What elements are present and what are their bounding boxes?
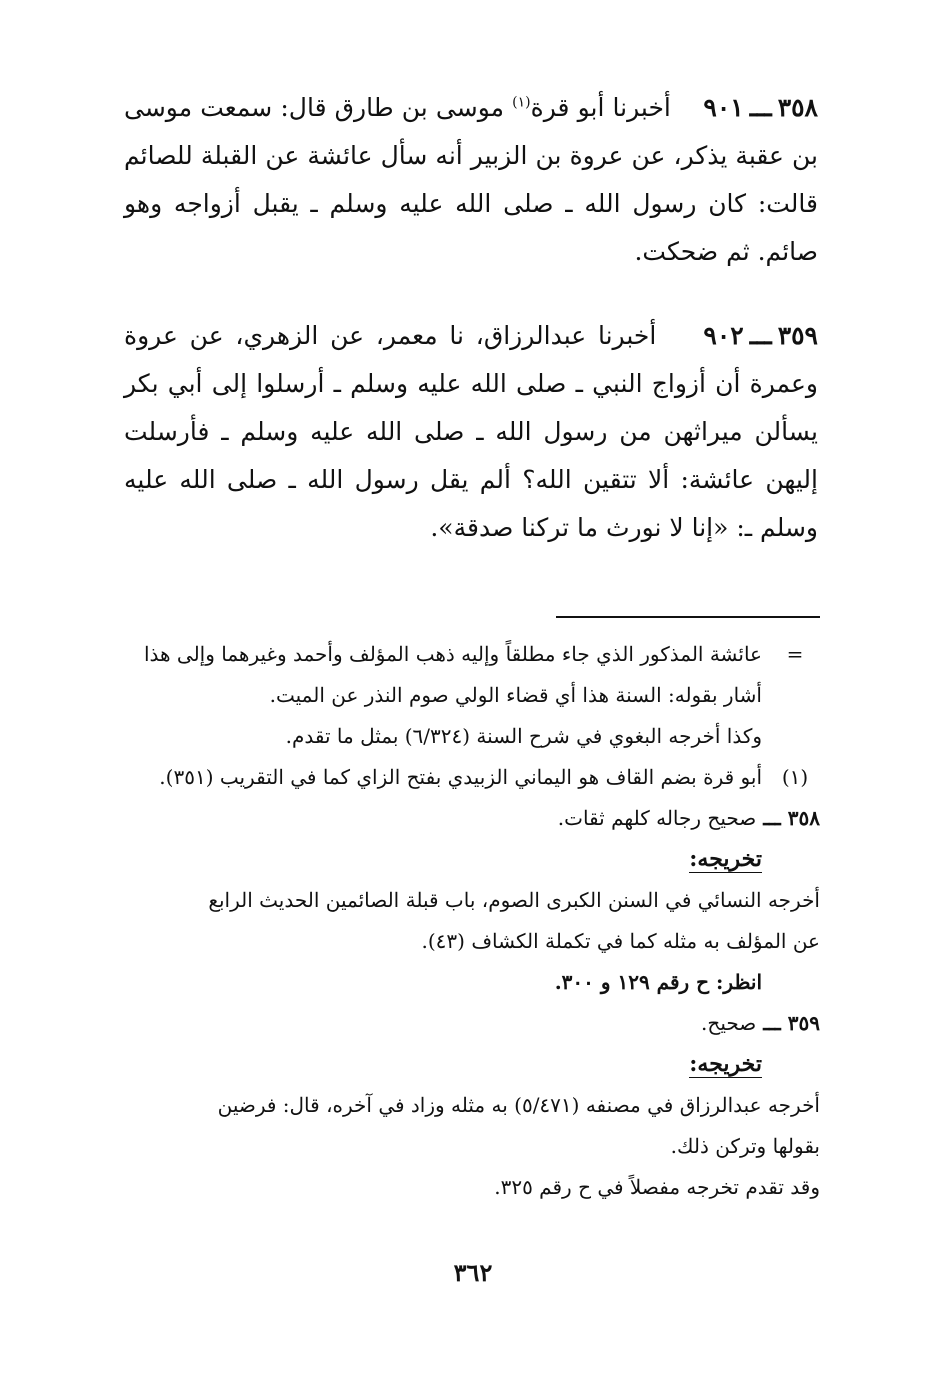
- takhrij-line: أخرجه النسائي في السنن الكبرى الصوم، باب قبلة الصائمين الحديث الرابع: [208, 888, 820, 912]
- hadith-global-number: ٩٠١: [703, 93, 744, 122]
- grade-number: ٣٥٩: [787, 1011, 820, 1035]
- continuation-line: أشار بقوله: السنة هذا أي قضاء الولي صوم النذر عن الميت.: [269, 683, 762, 707]
- grade-358: [122, 798, 820, 839]
- takhrij-heading-358: [122, 839, 820, 880]
- hadith-local-number: ٣٥٨: [777, 93, 818, 122]
- takhrij-heading-359: [122, 1044, 820, 1085]
- grade-dash: ـــ: [756, 1011, 788, 1035]
- see-also-358: انظر: ح رقم ١٢٩ و ٣٠٠.: [554, 970, 762, 994]
- takhrij-line: وقد تقدم تخرجه مفصلاً في ح رقم ٣٢٥.: [494, 1175, 820, 1199]
- hadith-text: أخبرنا عبدالرزاق، نا معمر، عن الزهري، عن عروة وعمرة أن أزواج النبي ـ صلى الله عليه وسلم ـ أرسلوا إلى أبي بكر يسألن ميراثهن من رسول الله ـ صلى الله عليه وسلم ـ فأرسلت إليهن عائشة: ألا تتقين الله؟ ألم يقل رسول الله ـ صلى الله عليه وسلم ـ: «إنا لا نورث ما تركنا صدقة».: [124, 321, 818, 542]
- continuation-marker: =: [786, 642, 804, 666]
- footnote-text: أبو قرة بضم القاف هو اليماني الزبيدي بفتح الزاي كما في التقريب (٣٥١).: [159, 765, 762, 789]
- footnote-1: [122, 757, 820, 798]
- footnote-marker: (١): [781, 765, 809, 789]
- hadith-entry-902: [124, 312, 818, 552]
- takhrij-line: عن المؤلف به مثله كما في تكملة الكشاف (٤٣).: [421, 929, 820, 953]
- footnote-separator: [556, 616, 820, 618]
- continuation-line: وكذا أخرجه البغوي في شرح السنة (٦/٣٢٤) بمثل ما تقدم.: [285, 724, 762, 748]
- hadith-text-part-b: موسى بن طارق قال: سمعت موسى بن عقبة يذكر، عن عروة بن الزبير أنه سأل عائشة عن القبلة للصائم قالت: كان رسول الله ـ صلى الله عليه وسلم ـ يقبل أزواجه وهو صائم. ثم ضحكت.: [124, 93, 818, 266]
- grade-number: ٣٥٨: [787, 806, 820, 830]
- continuation-text: عائشة المذكور الذي جاء مطلقاً وإليه ذهب المؤلف وأحمد وغيرهما وإلى هذا: [143, 642, 762, 666]
- grade-dash: ـــ: [756, 806, 788, 830]
- hadith-local-number: ٣٥٩: [777, 321, 818, 350]
- hadith-global-number: ٩٠٢: [703, 321, 744, 350]
- number-dash: ـــ: [749, 321, 772, 350]
- takhrij-line: أخرجه عبدالرزاق في مصنفه (٥/٤٧١) به مثله وزاد في آخره، قال: فرضين: [217, 1093, 820, 1117]
- continuation-line: [122, 634, 820, 675]
- footnote-reference: (١): [512, 94, 531, 111]
- grade-text: صحيح.: [701, 1011, 757, 1035]
- page-number: ٣٦٢: [453, 1258, 493, 1287]
- footnotes: [122, 634, 820, 1208]
- grade-text: صحيح رجاله كلهم ثقات.: [557, 806, 757, 830]
- takhrij-heading-text: تخريجه:: [689, 846, 762, 872]
- number-dash: ـــ: [749, 93, 772, 122]
- hadith-entry-901: [124, 84, 818, 276]
- grade-359: [122, 1003, 820, 1044]
- hadith-text-part-a: أخبرنا أبو قرة: [530, 93, 671, 122]
- takhrij-line: بقولها وتركن ذلك.: [670, 1134, 820, 1158]
- takhrij-heading-text: تخريجه:: [689, 1051, 762, 1077]
